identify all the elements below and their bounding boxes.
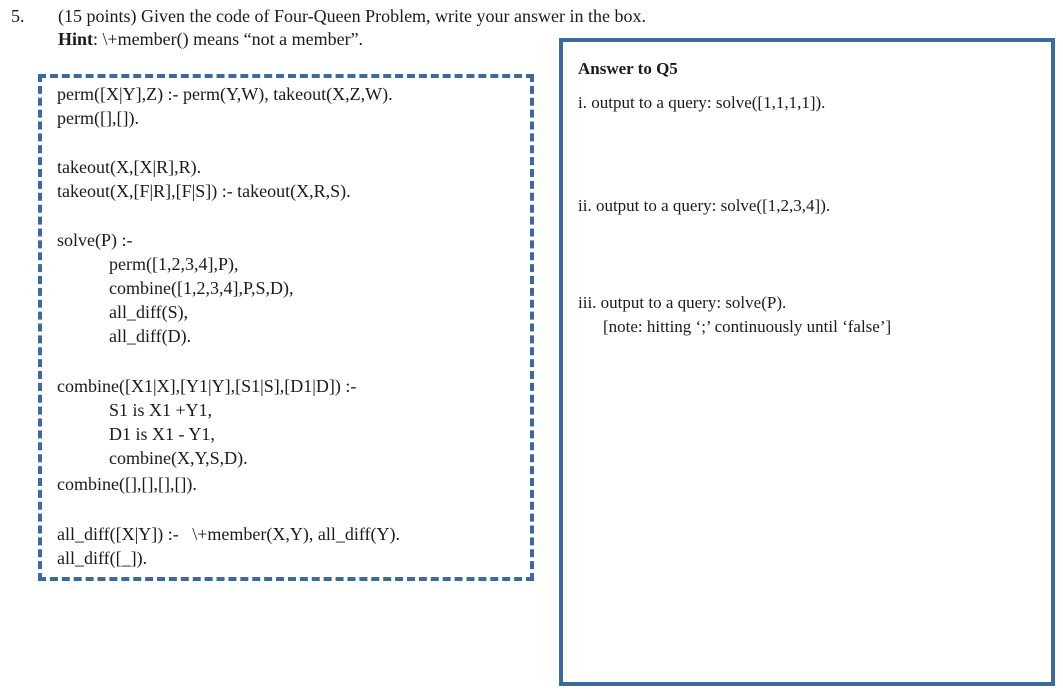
code-line: perm([1,2,3,4],P),	[109, 254, 239, 274]
code-line: all_diff([_]).	[57, 548, 148, 568]
answer-note: [note: hitting ‘;’ continuously until ‘false’]	[603, 317, 892, 336]
answer-item-ii: ii. output to a query: solve([1,2,3,4]).	[578, 196, 831, 215]
question-number: 5.	[11, 6, 25, 26]
code-line: takeout(X,[F|R],[F|S]) :- takeout(X,R,S).	[57, 181, 351, 201]
code-box	[38, 74, 534, 581]
hint-text: : \+member() means “not a member”.	[93, 29, 364, 49]
code-line: solve(P) :-	[57, 230, 133, 250]
answer-box[interactable]	[559, 38, 1055, 686]
code-line: S1 is X1 +Y1,	[109, 400, 213, 420]
hint-label: Hint	[58, 29, 94, 49]
code-line: perm([X|Y],Z) :- perm(Y,W), takeout(X,Z,W).	[57, 84, 393, 104]
code-line: all_diff([X|Y]) :- \+member(X,Y), all_diff(Y).	[57, 524, 400, 544]
answer-item-i: i. output to a query: solve([1,1,1,1]).	[578, 93, 826, 112]
code-line: takeout(X,[X|R],R).	[57, 157, 202, 177]
answer-item-iii: iii. output to a query: solve(P).	[578, 293, 787, 312]
code-line: all_diff(D).	[109, 326, 192, 346]
question-text: (15 points) Given the code of Four-Queen Problem, write your answer in the box.	[58, 6, 647, 26]
code-line: perm([],[]).	[57, 108, 139, 128]
code-line: D1 is X1 - Y1,	[109, 424, 215, 444]
answer-title: Answer to Q5	[578, 59, 678, 78]
hint	[58, 28, 363, 50]
code-line: combine([],[],[],[]).	[57, 474, 197, 494]
code-line: combine(X,Y,S,D).	[109, 448, 248, 468]
code-line: combine([X1|X],[Y1|Y],[S1|S],[D1|D]) :-	[57, 376, 357, 396]
code-line: all_diff(S),	[109, 302, 189, 322]
code-line: combine([1,2,3,4],P,S,D),	[109, 278, 294, 298]
